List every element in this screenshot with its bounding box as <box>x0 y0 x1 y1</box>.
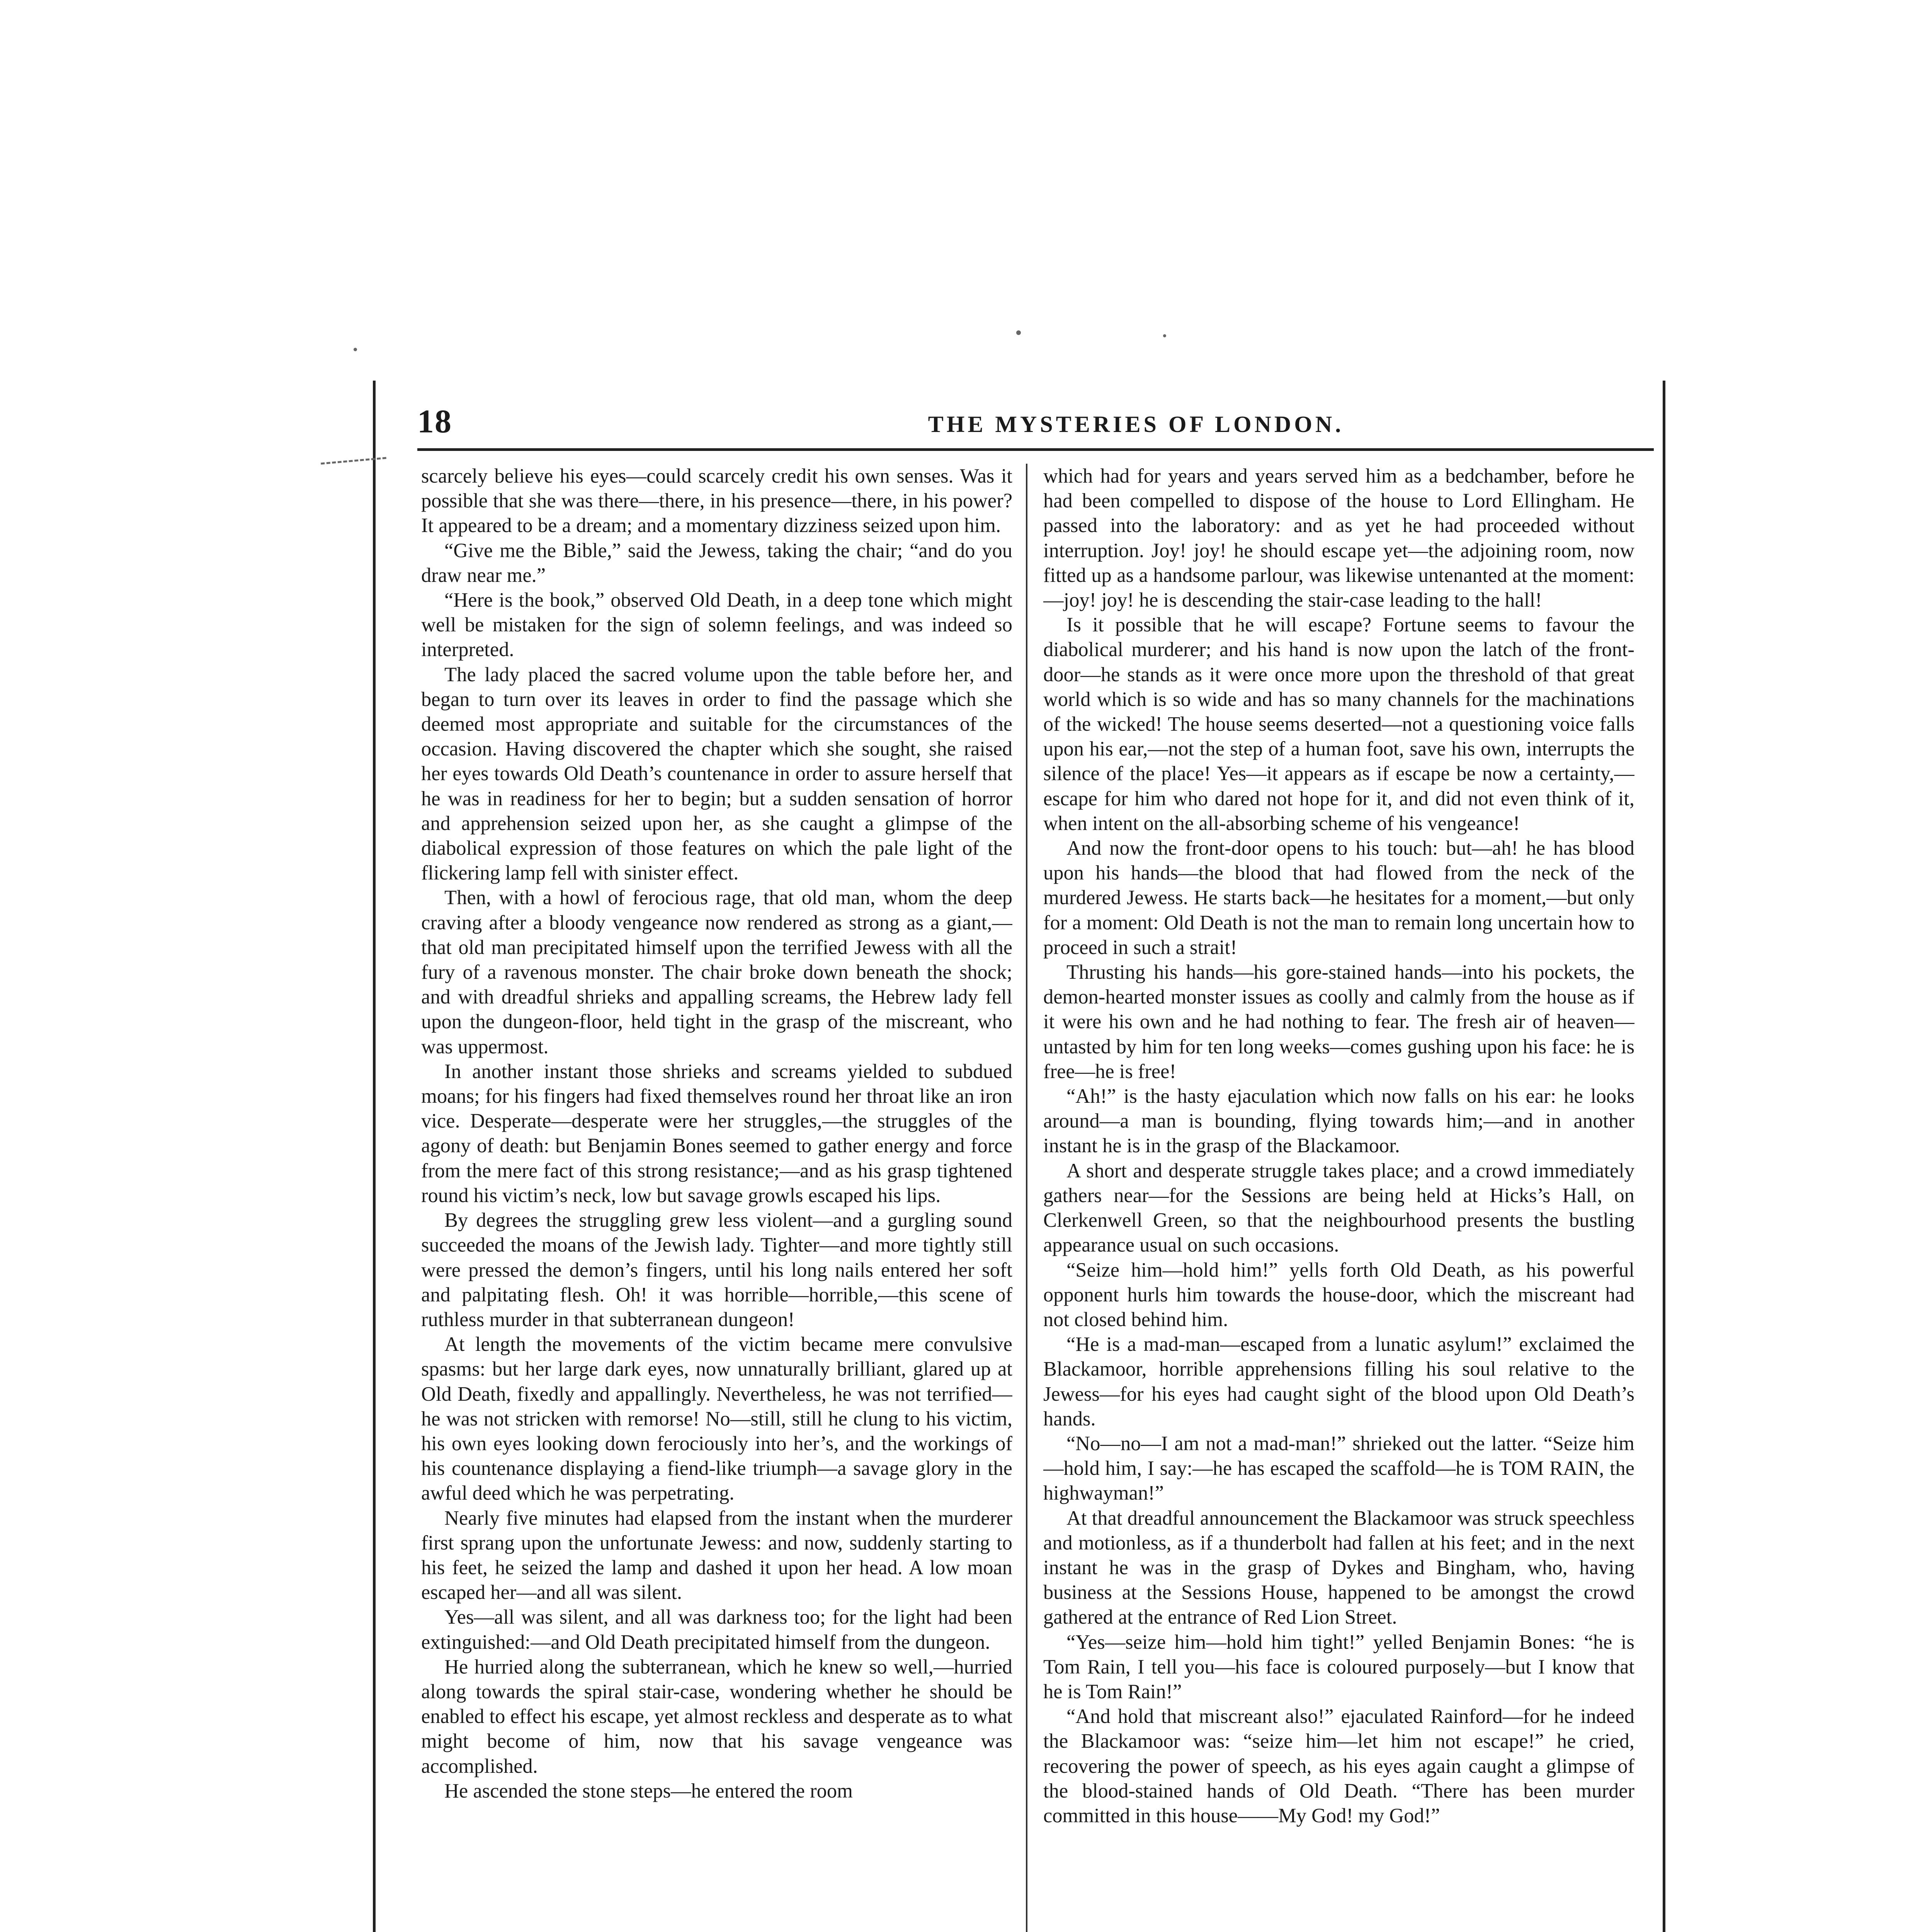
paragraph: Thrusting his hands—his gore-stained hands—into his pockets, the demon-hearted monster issues as coolly and calmly from the house as if it were his own and he had nothing to fear. The fresh air of heaven—untasted by him for ten long weeks—comes gushing upon his face: he is free—he is free! <box>1043 961 1634 1083</box>
right-column <box>1043 464 1634 1932</box>
paragraph: At length the movements of the victim became mere convulsive spasms: but her large dark eyes, now unnaturally brilliant, glared up at Old Death, fixedly and appallingly. Nevertheless, he was not terrified—he was not stricken with remorse! No—still, still he clung to his victim, his own eyes looking down ferociously into her’s, and the workings of his countenance displaying a fiend-like triumph—a savage glory in the awful deed which he was perpetrating. <box>421 1333 1012 1505</box>
paragraph: scarcely believe his eyes—could scarcely credit his own senses. Was it possible that she was there—there, in his presence—there, in his power? It appeared to be a dream; and a momentary dizziness seized upon him. <box>421 465 1012 537</box>
column-divider <box>1026 464 1027 1932</box>
paragraph: “No—no—I am not a mad-man!” shrieked out the latter. “Seize him—hold him, I say:—he has escaped the scaffold—he is TOM RAIN, the highwayman!” <box>1043 1432 1634 1505</box>
paragraph: “And hold that miscreant also!” ejaculated Rainford—for he indeed the Blackamoor was: “seize him—let him not escape!” he cried, recovering the power of speech, as his eyes again caught a glimpse of the blood-stained hands of Old Death. “There has been murder committed in this house——My God! my God!” <box>1043 1705 1634 1827</box>
running-title: THE MYSTERIES OF LONDON. <box>928 412 1344 437</box>
paragraph: Nearly five minutes had elapsed from the instant when the murderer first sprang upon the unfortunate Jewess: and now, suddenly starting to his feet, he seized the lamp and dashed it upon her head. A low moan escaped her—and all was silent. <box>421 1507 1012 1604</box>
page-header <box>417 402 1654 456</box>
paragraph: He hurried along the subterranean, which he knew so well,—hurried along towards the spiral stair-case, wondering whether he should be enabled to effect his escape, yet almost reckless and desperate as to what might become of him, now that his savage vengeance was accomplished. <box>421 1655 1012 1777</box>
paragraph: “Seize him—hold him!” yells forth Old Death, as his powerful opponent hurls him towards the house-door, which the miscreant had not closed behind him. <box>1043 1259 1634 1331</box>
paragraph: And now the front-door opens to his touch: but—ah! he has blood upon his hands—the blood that had flowed from the neck of the murdered Jewess. He starts back—he hesitates for a moment,—but only for a moment: Old Death is not the man to remain long uncertain how to proceed in such a strait! <box>1043 837 1634 959</box>
paragraph: By degrees the struggling grew less violent—and a gurgling sound succeeded the moans of the Jewish lady. Tighter—and more tightly still were pressed the demon’s fingers, until his long nails entered her soft and palpitating flesh. Oh! it was horrible—horrible,—this scene of ruthless murder in that subterranean dungeon! <box>421 1209 1012 1331</box>
paragraph: “Ah!” is the hasty ejaculation which now falls on his ear: he looks around—a man is bounding, flying towards him;—and in another instant he is in the grasp of the Blackamoor. <box>1043 1085 1634 1157</box>
header-rule <box>417 448 1654 451</box>
paragraph: “Yes—seize him—hold him tight!” yelled Benjamin Bones: “he is Tom Rain, I tell you—his face is coloured purposely—but I know that he is Tom Rain!” <box>1043 1631 1634 1703</box>
ink-speck <box>354 348 357 351</box>
paragraph: In another instant those shrieks and screams yielded to subdued moans; for his fingers had fixed themselves round her throat like an iron vice. Desperate—desperate were her struggles,—the struggles of the agony of death: but Benjamin Bones seemed to gather energy and force from the mere fact of this strong resistance;—and as his grasp tightened round his victim’s neck, low but savage growls escaped his lips. <box>421 1060 1012 1207</box>
paragraph: “He is a mad-man—escaped from a lunatic asylum!” exclaimed the Blackamoor, horrible apprehensions filling his soul relative to the Jewess—for his eyes had caught sight of the blood upon Old Death’s hands. <box>1043 1333 1634 1430</box>
paragraph: Then, with a howl of ferocious rage, that old man, whom the deep craving after a bloody vengeance now rendered as strong as a giant,—that old man precipitated himself upon the terrified Jewess with all the fury of a ravenous monster. The chair broke down beneath the shock; and with dreadful shrieks and appalling screams, the Hebrew lady fell upon the dungeon-floor, held tight in the grasp of the miscreant, who was uppermost. <box>421 886 1012 1058</box>
paragraph: “Here is the book,” observed Old Death, in a deep tone which might well be mistaken for the sign of solemn feelings, and was indeed so interpreted. <box>421 589 1012 661</box>
paragraph: The lady placed the sacred volume upon the table before her, and began to turn over its leaves in order to find the passage which she deemed most appropriate and suitable for the circumstances of the occasion. Having discovered the chapter which she sought, she raised her eyes towards Old Death’s countenance in order to assure herself that he was in readiness for her to begin; but a sudden sensation of horror and apprehension seized upon her, as she caught a glimpse of the diabolical expression of those features on which the pale light of the flickering lamp fell with sinister effect. <box>421 663 1012 884</box>
ink-speck <box>1016 330 1021 335</box>
paragraph: which had for years and years served him as a bedchamber, before he had been compelled to dispose of the house to Lord Ellingham. He passed into the laboratory: and as yet he had proceeded without interruption. Joy! joy! he should escape yet—the adjoining room, now fitted up as a handsome parlour, was likewise untenanted at the moment:—joy! joy! he is descending the stair-case leading to the hall! <box>1043 465 1634 612</box>
paragraph: At that dreadful announcement the Blackamoor was struck speechless and motionless, as if a thunderbolt had fallen at his feet; and in the next instant he was in the grasp of Dykes and Bingham, who, having business at the Sessions House, happened to be amongst the crowd gathered at the entrance of Red Lion Street. <box>1043 1507 1634 1629</box>
page-number: 18 <box>417 403 452 440</box>
paragraph: “Give me the Bible,” said the Jewess, taking the chair; “and do you draw near me.” <box>421 539 1012 587</box>
paragraph: Yes—all was silent, and all was darkness too; for the light had been extinguished:—and Old Death precipitated himself from the dungeon. <box>421 1606 1012 1653</box>
paragraph: A short and desperate struggle takes place; and a crowd immediately gathers near—for the Sessions are being held at Hicks’s Hall, on Clerkenwell Green, so that the neighbourhood presents the bustling appearance usual on such occasions. <box>1043 1159 1634 1257</box>
left-column <box>421 464 1012 1932</box>
paragraph: Is it possible that he will escape? Fortune seems to favour the diabolical murderer; and his hand is now upon the latch of the front-door—he stands as it were once more upon the threshold of that great world which is so wide and has so many channels for the machinations of the wicked! The house seems deserted—not a questioning voice falls upon his ear,—not the step of a human foot, save his own, interrupts the silence of the place! Yes—it appears as if escape be now a certainty,—escape for him who dared not hope for it, and did not even think of it, when intent on the all-absorbing scheme of his vengeance! <box>1043 614 1634 835</box>
ink-speck <box>1163 334 1166 337</box>
paragraph: He ascended the stone steps—he entered the room <box>444 1779 853 1802</box>
